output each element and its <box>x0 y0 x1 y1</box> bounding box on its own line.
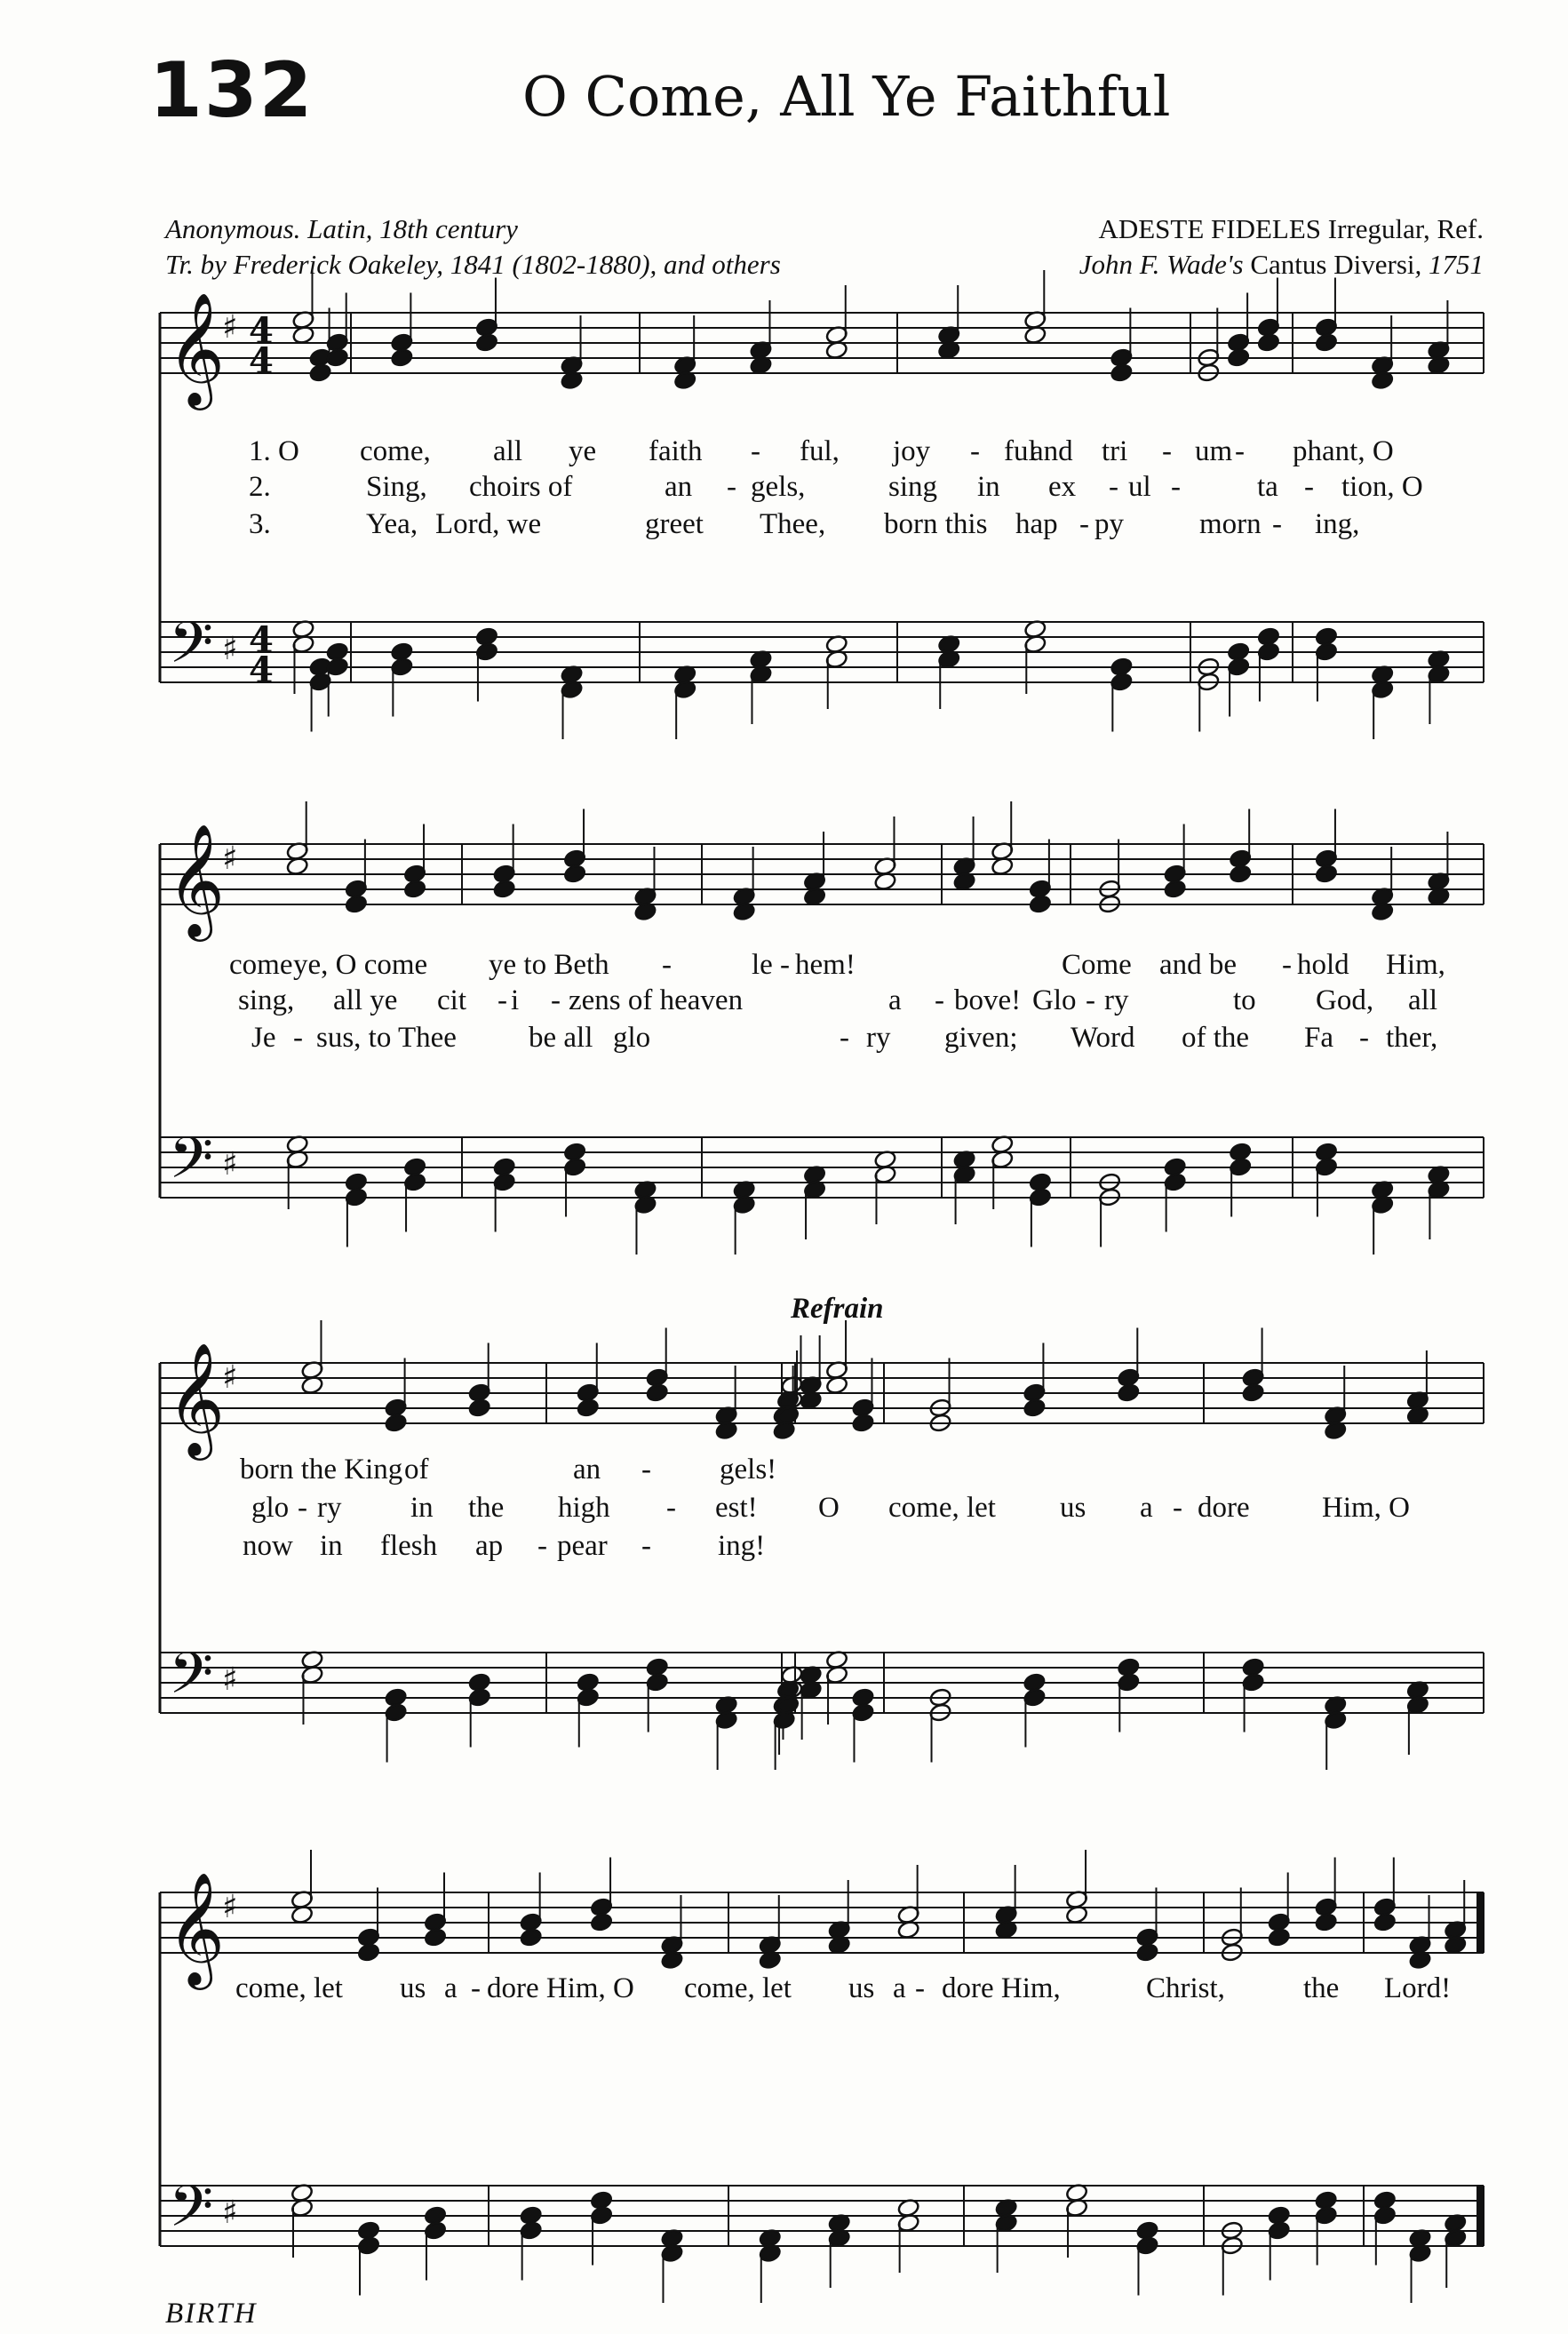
notehead <box>475 332 498 353</box>
refrain-label: Refrain <box>791 1293 884 1325</box>
sharp-icon: ♯ <box>222 840 238 877</box>
notehead <box>385 1413 408 1433</box>
lyric-syllable: and be <box>1159 949 1238 981</box>
lyric-syllable: - <box>1162 435 1172 467</box>
lyric-syllable: high <box>558 1492 610 1524</box>
lyric-syllable: sing <box>888 471 938 503</box>
lyric-syllable: - <box>727 471 736 503</box>
lyric-syllable: Lord, we <box>435 508 542 540</box>
lyric-syllable: - <box>1173 1492 1182 1524</box>
lyric-syllable: morn <box>1199 508 1262 540</box>
lyric-syllable: ther, <box>1386 1022 1438 1054</box>
lyric-syllable: glo <box>251 1492 290 1524</box>
hymn-number: 132 <box>149 46 314 135</box>
bass-clef-icon: 𝄢 <box>169 610 214 690</box>
lyric-syllable: a <box>444 1972 458 2004</box>
source-credit: John F. Wade's Cantus Diversi, 1751 <box>1078 249 1484 280</box>
sharp-icon: ♯ <box>222 1359 238 1396</box>
sharp-icon: ♯ <box>222 1889 238 1925</box>
lyric-syllable: come, let <box>235 1972 343 2004</box>
bass-clef-icon: 𝄢 <box>169 1126 214 1206</box>
lyric-syllable: an <box>665 471 693 503</box>
lyric-syllable: ul <box>1128 471 1151 503</box>
treble-clef-icon: 𝄞 <box>167 1871 226 1985</box>
lyric-syllable: ful, <box>800 435 840 467</box>
notehead <box>1023 1398 1046 1418</box>
sharp-icon: ♯ <box>222 2195 238 2231</box>
lyric-syllable: Lord! <box>1384 1972 1452 2004</box>
lyric-syllable: ry <box>1104 984 1129 1016</box>
notehead <box>390 347 413 368</box>
treble-clef-icon: 𝄞 <box>167 1342 226 1455</box>
composer: John F. Wade's <box>1078 249 1244 280</box>
sharp-icon: ♯ <box>222 1146 238 1183</box>
lyric-syllable: be all <box>529 1022 593 1054</box>
notehead <box>563 864 586 884</box>
lyric-syllable: dore <box>1198 1492 1250 1524</box>
lyric-syllable: a <box>1140 1492 1153 1524</box>
lyric-syllable: - <box>1282 949 1292 981</box>
lyric-syllable: ap <box>475 1530 504 1562</box>
lyric-syllable: hold <box>1297 949 1349 981</box>
hymn-title: O Come, All Ye Faithful <box>522 64 1171 129</box>
lyric-syllable: - <box>970 435 980 467</box>
lyric-syllable: Je <box>251 1022 276 1054</box>
lyric-syllable: 2. <box>249 471 271 503</box>
lyric-syllable: 3. <box>249 508 271 540</box>
lyric-syllable: come, let <box>684 1972 792 2004</box>
notehead <box>403 879 426 899</box>
notehead <box>1373 1912 1397 1932</box>
lyric-syllable: tion, O <box>1341 471 1423 503</box>
lyric-syllable: glo <box>613 1022 651 1054</box>
sharp-icon: ♯ <box>222 631 238 667</box>
lyric-syllable: - <box>1086 984 1095 1016</box>
lyric-syllable: flesh <box>380 1530 438 1562</box>
lyric-syllable: sus, to Thee <box>316 1022 457 1054</box>
lyric-syllable: ry <box>866 1022 891 1054</box>
notehead <box>1315 1912 1338 1932</box>
lyric-syllable: - <box>935 984 944 1016</box>
notehead <box>1117 1382 1140 1403</box>
bass-clef-icon: 𝄢 <box>169 2174 214 2254</box>
lyric-syllable: - <box>497 984 507 1016</box>
notehead <box>424 1927 447 1948</box>
notehead <box>1268 1927 1291 1948</box>
lyric-syllable: - <box>293 1022 303 1054</box>
lyric-syllable: now <box>243 1530 293 1562</box>
lyric-syllable: - <box>1359 1022 1369 1054</box>
lyric-syllable: Christ, <box>1146 1972 1225 2004</box>
lyric-syllable: all ye <box>333 984 398 1016</box>
notehead <box>851 1413 874 1433</box>
notehead <box>646 1382 669 1403</box>
lyric-syllable: - <box>1272 508 1282 540</box>
lyric-syllable: dore Him, O <box>487 1972 634 2004</box>
lyric-syllable: le <box>752 949 773 981</box>
time-signature-top: 4 <box>249 310 274 352</box>
sharp-icon: ♯ <box>222 309 238 346</box>
lyric-syllable: ye, O come <box>293 949 428 981</box>
lyric-syllable: i <box>511 984 520 1016</box>
lyric-syllable: Sing, <box>366 471 427 503</box>
sharp-icon: ♯ <box>222 1661 238 1698</box>
lyric-syllable: hap <box>1015 508 1058 540</box>
final-barline <box>1476 1892 1484 1953</box>
lyric-syllable: Fa <box>1304 1022 1333 1054</box>
lyric-syllable: the <box>1303 1972 1340 2004</box>
lyric-syllable: - <box>1235 435 1245 467</box>
lyric-syllable: zens of heaven <box>569 984 744 1016</box>
notehead <box>345 894 368 914</box>
treble-clef-icon: 𝄞 <box>167 823 226 936</box>
lyric-syllable: O <box>818 1492 840 1524</box>
lyric-syllable: - <box>1109 471 1118 503</box>
notehead <box>1229 864 1252 884</box>
lyric-syllable: come, <box>360 435 431 467</box>
notehead <box>468 1398 491 1418</box>
lyric-syllable: the <box>468 1492 505 1524</box>
lyric-syllable: Glo <box>1032 984 1077 1016</box>
notehead <box>1227 347 1250 368</box>
lyric-syllable: - <box>840 1022 849 1054</box>
lyric-syllable: an <box>573 1454 601 1486</box>
lyric-syllable: - <box>551 984 561 1016</box>
lyric-syllable: come <box>229 949 293 981</box>
lyric-syllable: pear <box>557 1530 608 1562</box>
lyric-syllable: in <box>320 1530 343 1562</box>
lyric-syllable: and <box>1031 435 1073 467</box>
lyric-syllable: joy <box>893 435 931 467</box>
lyric-syllable: py <box>1094 508 1124 540</box>
lyric-syllable: to <box>1233 984 1256 1016</box>
tune-name: ADESTE FIDELES <box>1098 213 1322 244</box>
lyric-syllable: choirs of <box>469 471 573 503</box>
notehead <box>1135 1942 1158 1963</box>
author-credit: Anonymous. Latin, 18th century <box>165 213 518 244</box>
lyric-syllable: - <box>641 1454 651 1486</box>
lyric-syllable: - <box>662 949 672 981</box>
source-title: Cantus Diversi <box>1250 249 1415 280</box>
notehead <box>1315 332 1338 353</box>
lyric-syllable: - <box>1304 471 1314 503</box>
notehead <box>1315 864 1338 884</box>
time-signature-bottom: 4 <box>249 649 274 691</box>
lyric-syllable: a <box>893 1972 906 2004</box>
lyric-syllable: a <box>888 984 902 1016</box>
lyric-syllable: hem! <box>795 949 856 981</box>
lyric-syllable: ing, <box>1315 508 1360 540</box>
treble-clef-icon: 𝄞 <box>167 291 226 405</box>
lyric-syllable: est! <box>715 1492 758 1524</box>
lyric-syllable: gels, <box>751 471 806 503</box>
lyric-syllable: us <box>848 1972 875 2004</box>
time-signature-top: 4 <box>249 619 274 661</box>
lyric-syllable: gels! <box>720 1454 777 1486</box>
lyric-syllable: given; <box>944 1022 1018 1054</box>
lyric-syllable: Him, <box>1386 949 1445 981</box>
lyric-syllable: - <box>471 1972 481 2004</box>
notehead <box>520 1927 543 1948</box>
tune-meter: Irregular, Ref. <box>1327 213 1484 244</box>
lyric-syllable: - <box>641 1530 651 1562</box>
lyric-syllable: Yea, <box>366 508 418 540</box>
lyric-syllable: greet <box>645 508 704 540</box>
lyric-syllable: come, let <box>888 1492 996 1524</box>
lyric-syllable: us <box>1060 1492 1086 1524</box>
bass-clef-icon: 𝄢 <box>169 1641 214 1721</box>
lyric-syllable: ful <box>1004 435 1037 467</box>
lyric-syllable: Word <box>1071 1022 1135 1054</box>
notehead <box>1257 332 1280 353</box>
notehead <box>357 1942 380 1963</box>
notehead <box>1164 879 1187 899</box>
lyric-syllable: - <box>666 1492 676 1524</box>
final-barline <box>1476 2186 1484 2246</box>
lyric-syllable: dore Him, <box>942 1972 1061 2004</box>
notehead <box>577 1398 600 1418</box>
lyric-syllable: ex <box>1048 471 1077 503</box>
lyric-syllable: ye to Beth <box>489 949 609 981</box>
lyric-syllable: 1. O <box>249 435 299 467</box>
lyric-syllable: ry <box>317 1492 342 1524</box>
lyric-syllable: ye <box>569 435 597 467</box>
notehead <box>1029 894 1052 914</box>
notehead <box>1110 362 1133 383</box>
lyric-syllable: God, <box>1316 984 1374 1016</box>
time-signature-bottom: 4 <box>249 340 274 382</box>
lyric-syllable: ta <box>1257 471 1278 503</box>
lyric-syllable: in <box>977 471 1000 503</box>
notehead <box>590 1912 613 1932</box>
lyric-syllable: Come <box>1062 949 1132 981</box>
lyric-syllable: tri <box>1102 435 1128 467</box>
lyric-syllable: - <box>1171 471 1181 503</box>
lyric-syllable: - <box>780 949 790 981</box>
lyric-syllable: - <box>751 435 760 467</box>
translator-credit: Tr. by Frederick Oakeley, 1841 (1802-1880), and others <box>165 249 781 280</box>
category-label: BIRTH <box>165 2298 258 2330</box>
lyric-syllable: of <box>404 1454 429 1486</box>
lyric-syllable: - <box>1079 508 1089 540</box>
lyric-syllable: us <box>400 1972 426 2004</box>
lyric-syllable: all <box>1408 984 1437 1016</box>
lyric-syllable: bove! <box>954 984 1022 1016</box>
lyric-syllable: all <box>493 435 522 467</box>
lyric-syllable: born this <box>884 508 988 540</box>
lyric-syllable: in <box>410 1492 434 1524</box>
lyric-syllable: cit <box>437 984 466 1016</box>
lyric-syllable: ing! <box>718 1530 766 1562</box>
lyric-syllable: Him, O <box>1322 1492 1410 1524</box>
lyric-syllable: sing, <box>238 984 295 1016</box>
lyric-syllable: of the <box>1182 1022 1250 1054</box>
notehead <box>1242 1382 1265 1403</box>
notehead <box>309 362 332 383</box>
lyric-syllable: born the King <box>240 1454 403 1486</box>
notehead <box>493 879 516 899</box>
lyric-syllable: - <box>537 1530 547 1562</box>
lyric-syllable: faith <box>649 435 703 467</box>
lyric-syllable: - <box>298 1492 307 1524</box>
lyric-syllable: um <box>1195 435 1233 467</box>
lyric-syllable: phant, O <box>1293 435 1394 467</box>
lyric-syllable: - <box>915 1972 925 2004</box>
source-year: 1751 <box>1429 249 1484 280</box>
lyric-syllable: Thee, <box>760 508 826 540</box>
